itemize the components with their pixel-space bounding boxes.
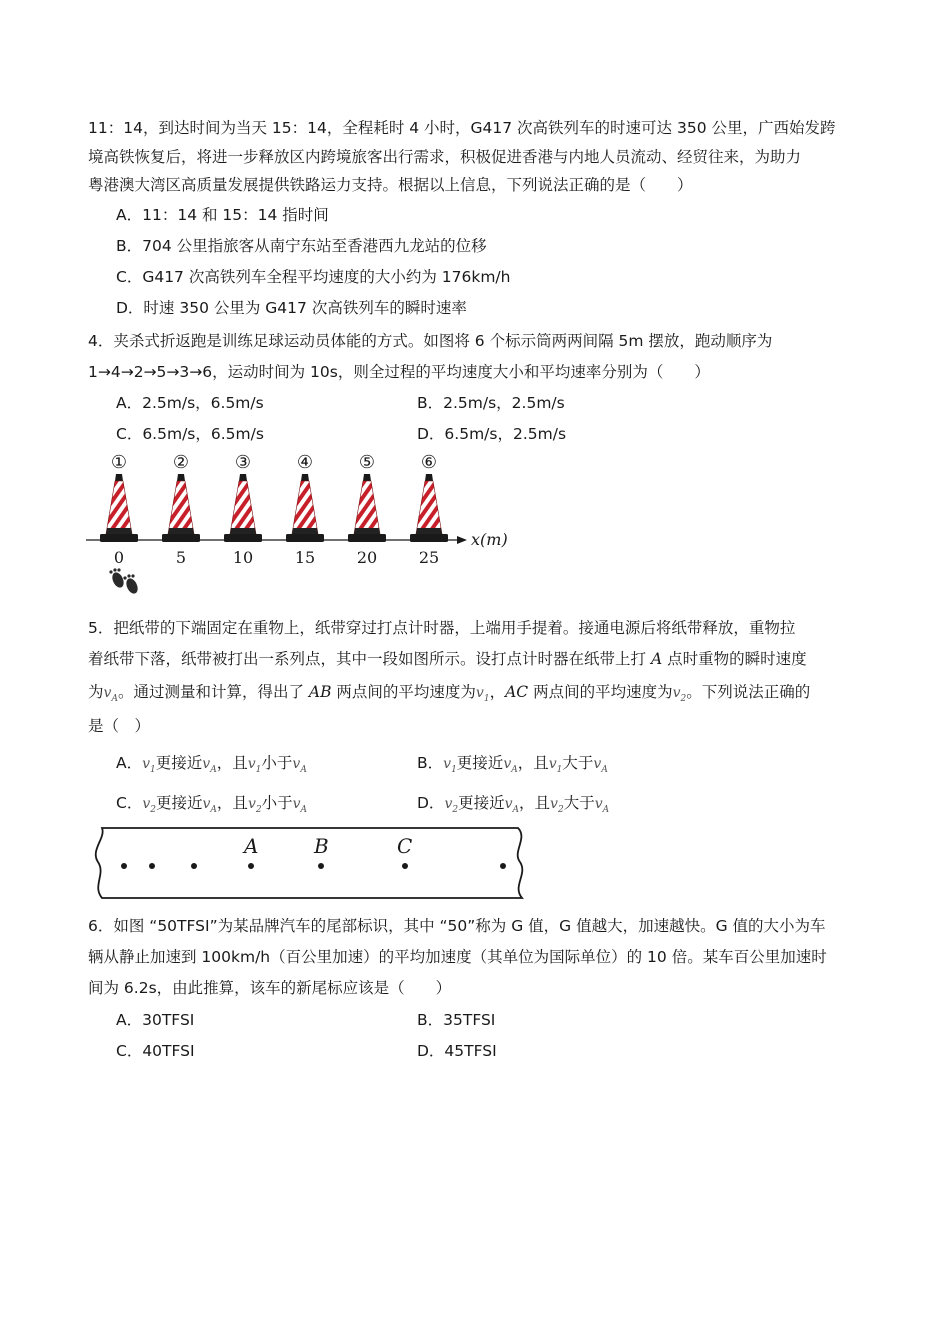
q3-stem-line2: 境高铁恢复后，将进一步释放区内跨境旅客出行需求，积极促进香港与内地人员流动、经贸往来，为助力: [88, 148, 802, 166]
q6-stem-line3: 间为 6.2s，由此推算，该车的新尾标应该是（ ）: [88, 979, 452, 997]
tick-label: 0: [113, 548, 125, 567]
q4-option-d: D．6.5m/s，2.5m/s: [417, 425, 567, 443]
q6-option-a: A．30TFSI: [116, 1011, 195, 1029]
cone-label: ②: [172, 452, 190, 473]
q5-option-a: A．$v_1$更接近$v_A$，且$v_1$小于$v_A$: [116, 754, 307, 775]
q4-option-c: C．6.5m/s，6.5m/s: [116, 425, 264, 443]
q4-stem-line2: 1→4→2→5→3→6，运动时间为 10s，则全过程的平均速度大小和平均速率分别为（ ）: [88, 363, 710, 381]
q5-stem-line1: 5．把纸带的下端固定在重物上，纸带穿过打点计时器，上端用手提着。接通电源后将纸带释放，重物拉: [88, 619, 796, 637]
traffic-cone-icon: [224, 474, 262, 542]
cone-label: ③: [234, 452, 252, 473]
q6-option-d: D．45TFSI: [417, 1042, 497, 1060]
cones-figure: [84, 448, 514, 608]
q3-option-d: D．时速 350 公里为 G417 次高铁列车的瞬时速率: [116, 299, 467, 317]
cone-label: ⑤: [358, 452, 376, 473]
q4-option-a: A．2.5m/s，6.5m/s: [116, 394, 264, 412]
footprints-icon: [109, 568, 140, 595]
paper-tape: [96, 828, 523, 898]
cone-group: [100, 452, 448, 542]
x-axis-label: x(m): [471, 530, 508, 549]
tape-dot: [149, 863, 155, 869]
tape-dot: [121, 863, 127, 869]
tick-label: 15: [294, 548, 316, 567]
q3-option-c: C．G417 次高铁列车全程平均速度的大小约为 176km/h: [116, 268, 511, 286]
tape-dot-b: [318, 863, 324, 869]
tape-dot-a: [248, 863, 254, 869]
tape-dot: [500, 863, 506, 869]
q5-stem-line2: 着纸带下落，纸带被打出一系列点，其中一段如图所示。设打点计时器在纸带上打 A 点时重物的瞬时速度: [88, 650, 807, 668]
cone-label: ④: [296, 452, 314, 473]
traffic-cone-icon: [410, 474, 448, 542]
traffic-cone-icon: [348, 474, 386, 542]
q6-stem-line2: 辆从静止加速到 100km/h（百公里加速）的平均加速度（其单位为国际单位）的 10 倍。某车百公里加速时: [88, 948, 827, 966]
q3-stem-line3: 粤港澳大湾区高质量发展提供铁路运力支持。根据以上信息，下列说法正确的是（ ）: [88, 176, 693, 194]
q6-stem-line1: 6．如图 “50TFSI”为某品牌汽车的尾部标识，其中 “50”称为 G 值，G 值越大，加速越快。G 值的大小为车: [88, 917, 826, 935]
traffic-cone-icon: [162, 474, 200, 542]
q4-option-b: B．2.5m/s，2.5m/s: [417, 394, 565, 412]
q3-option-a: A．11：14 和 15：14 指时间: [116, 206, 329, 224]
q6-option-b: B．35TFSI: [417, 1011, 496, 1029]
q6-option-c: C．40TFSI: [116, 1042, 195, 1060]
tape-dot-c: [402, 863, 408, 869]
traffic-cone-icon: [286, 474, 324, 542]
q5-stem-line4: 是（ ）: [88, 717, 151, 735]
cone-label: ①: [110, 452, 128, 473]
tick-label: 20: [356, 548, 378, 567]
q5-option-c: C．$v_2$更接近$v_A$，且$v_2$小于$v_A$: [116, 794, 308, 815]
traffic-cone-icon: [100, 474, 138, 542]
q3-stem-line1: 11：14，到达时间为当天 15：14，全程耗时 4 小时，G417 次高铁列车的时速可达 350 公里，广西始发跨: [88, 119, 836, 137]
q3-option-b: B．704 公里指旅客从南宁东站至香港西九龙站的位移: [116, 237, 487, 255]
paper-tape-figure: [88, 824, 536, 904]
q5-stem-line3: 为$v_A$。通过测量和计算，得出了 AB 两点间的平均速度为$v_1$，AC 两点间的平均速度为$v_2$。下列说法正确的: [88, 683, 811, 704]
q5-option-d: D．$v_2$更接近$v_A$，且$v_2$大于$v_A$: [417, 794, 610, 815]
tape-label-a: A: [244, 834, 259, 858]
q4-stem-line1: 4．夹杀式折返跑是训练足球运动员体能的方式。如图将 6 个标示筒两两间隔 5m 摆放，跑动顺序为: [88, 332, 773, 350]
tape-dot: [191, 863, 197, 869]
tick-label: 10: [232, 548, 254, 567]
tick-label: 5: [175, 548, 187, 567]
q5-option-b: B．$v_1$更接近$v_A$，且$v_1$大于$v_A$: [417, 754, 608, 775]
tape-label-b: B: [314, 834, 329, 858]
tick-label: 25: [418, 548, 440, 567]
x-axis-arrow-icon: [457, 536, 467, 544]
tape-label-c: C: [397, 834, 413, 858]
cone-label: ⑥: [420, 452, 438, 473]
